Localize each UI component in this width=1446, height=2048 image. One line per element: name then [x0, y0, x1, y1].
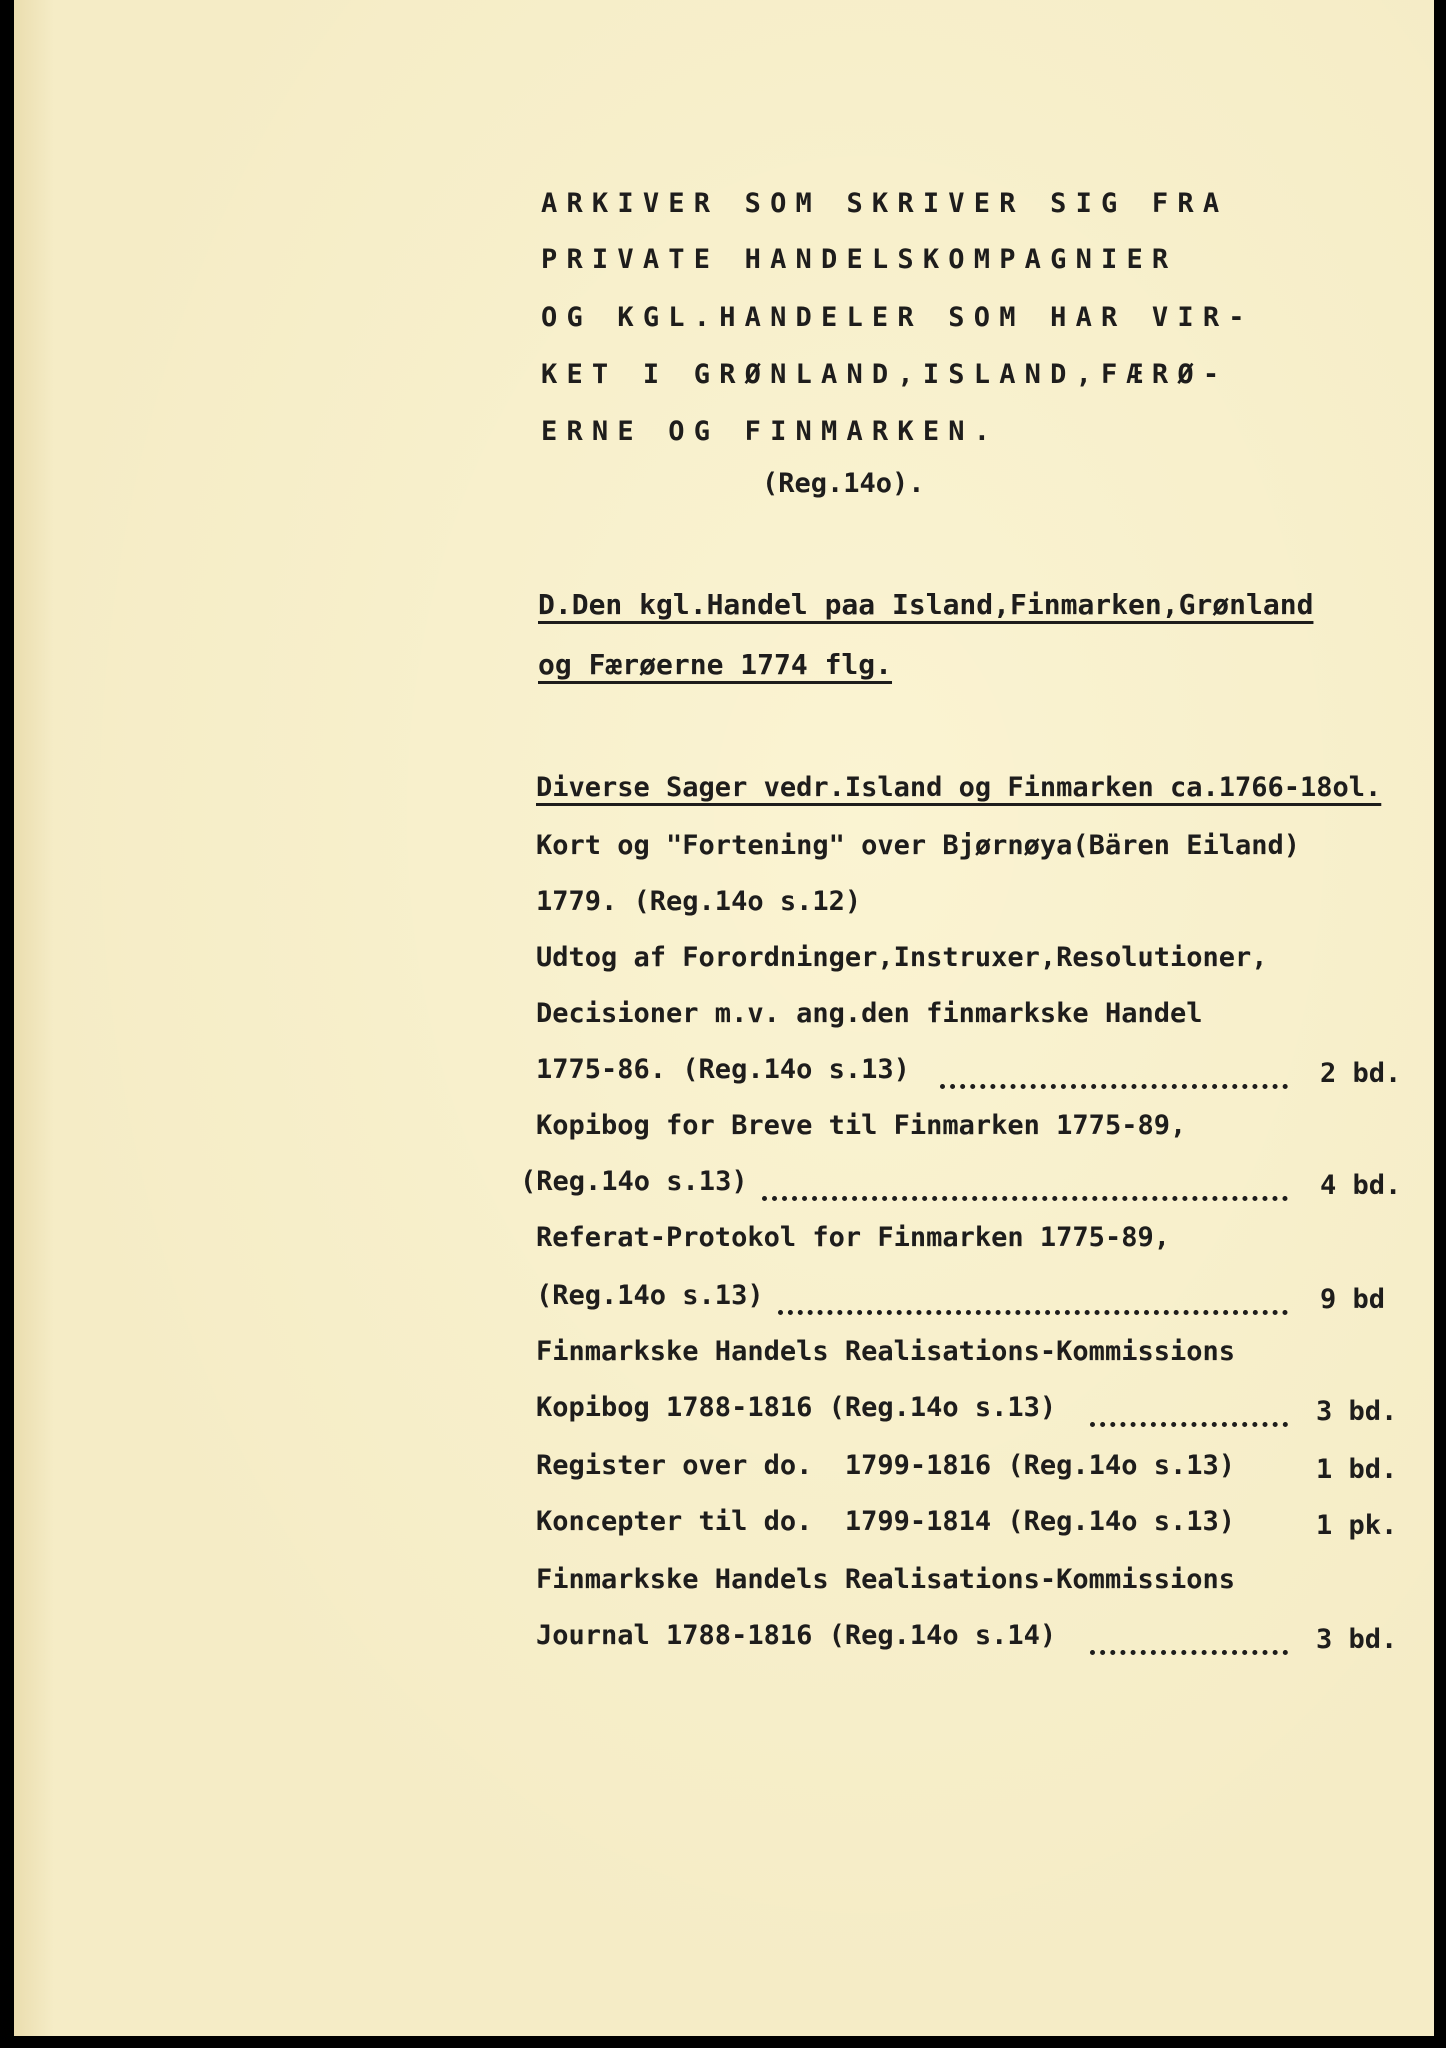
volume-count: 4 bd. — [1320, 1170, 1402, 1201]
entry-line: Koncepter til do. 1799-1814 (Reg.14o s.13) — [536, 1506, 1235, 1537]
section-title-line-1: D.Den kgl.Handel paa Island,Finmarken,Grønland — [538, 588, 1314, 621]
entry-line: Register over do. 1799-1816 (Reg.14o s.13) — [536, 1450, 1235, 1481]
volume-count: 3 bd. — [1316, 1624, 1398, 1655]
leader-dots — [778, 1280, 1288, 1315]
entry-line: Udtog af Forordninger,Instruxer,Resolutioner, — [536, 942, 1268, 973]
volume-count: 3 bd. — [1316, 1396, 1398, 1427]
heading-line-1: ARKIVER SOM SKRIVER SIG FRA — [541, 188, 1229, 219]
entry-line: (Reg.14o s.13) — [536, 1280, 764, 1311]
entry-line: 1779. (Reg.14o s.12) — [536, 886, 862, 917]
entry-line: (Reg.14o s.13) — [520, 1166, 748, 1197]
entry-line: Finmarkske Handels Realisations-Kommissions — [536, 1564, 1235, 1595]
volume-count: 9 bd — [1320, 1284, 1386, 1315]
entry-line: Kort og "Fortening" over Bjørnøya(Bären Eiland) — [536, 830, 1301, 861]
volume-count: 2 bd. — [1320, 1058, 1402, 1089]
volume-count: 1 pk. — [1316, 1510, 1398, 1541]
leader-dots — [1090, 1620, 1288, 1655]
heading-line-2: PRIVATE HANDELSKOMPAGNIER — [541, 244, 1178, 275]
heading-line-3: OG KGL.HANDELER SOM HAR VIR- — [541, 302, 1254, 333]
entry-line: 1775-86. (Reg.14o s.13) — [536, 1054, 910, 1085]
entry-line: Kopibog for Breve til Finmarken 1775-89, — [536, 1110, 1187, 1141]
leader-dots — [940, 1054, 1288, 1089]
heading-line-5: ERNE OG FINMARKEN. — [541, 416, 1000, 447]
entry-line: Finmarkske Handels Realisations-Kommissions — [536, 1336, 1235, 1367]
section-title-line-2: og Færøerne 1774 flg. — [538, 648, 893, 681]
subsection-title: Diverse Sager vedr.Island og Finmarken ca.1766-18ol. — [536, 772, 1382, 803]
entry-line: Journal 1788-1816 (Reg.14o s.14) — [536, 1620, 1057, 1651]
volume-count: 1 bd. — [1316, 1454, 1398, 1485]
heading-reg: (Reg.14o). — [762, 468, 925, 499]
leader-dots — [1090, 1392, 1288, 1427]
heading-line-4: KET I GRØNLAND,ISLAND,FÆRØ- — [541, 359, 1229, 390]
entry-line: Decisioner m.v. ang.den finmarkske Handel — [536, 998, 1203, 1029]
entry-line: Referat-Protokol for Finmarken 1775-89, — [536, 1222, 1170, 1253]
leader-dots — [762, 1166, 1288, 1201]
entry-line: Kopibog 1788-1816 (Reg.14o s.13) — [536, 1392, 1057, 1423]
